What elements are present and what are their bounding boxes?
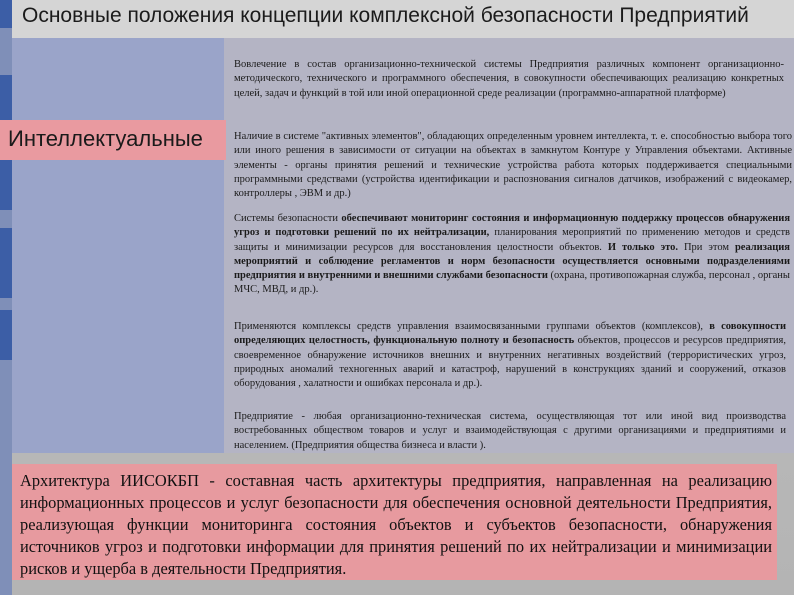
side-label: Интеллектуальные: [8, 126, 203, 151]
paragraph-active-elements: Наличие в системе "активных элементов", обладающих определенным уровнем интеллекта, т. е. способностью выбора того или иного решения в зависимости от ситуации на объектах в замкнутом Контуре у Управления объектами. Активные элементы - органы принятия решений и технические устройства работа которых поддерживается специальными программными средствами (устройства идентификации и распознования сигналов датчиков, изображений с видеокамер, контроллеры , ЭВМ и др.): [234, 131, 792, 200]
left-decorative-strip: [0, 0, 12, 595]
slide-title: Основные положения концепции комплексной безопасности Предприятий: [22, 4, 749, 27]
paragraph-control-complexes: Применяются комплексы средств управления взаимосвязанными группами объектов (комплексов), в совокупности определяющих целостность, функциональную полноту и безопасность объектов, процессов и ресурсов предприятия, своевременное обнаружение источников внешних и внутренних негативных воздействий (террористических угроз, природных аномалий техногенных аварий и катастроф, нарушений в конструкциях зданий и сооружений, отказов оборудования , халатности и ошибках персонала и др.).: [234, 321, 787, 390]
paragraph-security-systems: Системы безопасности обеспечивают мониторинг состояния и информационную поддержку процессов обнаружения угроз и подготовки решений по их нейтрализации, планирования мероприятий по применению методов и средств защиты и минимизации ресурсов для восстановления целостности объектов. И только это. При этом реализация мероприятий и соблюдение регламентов и норм безопасности осуществляется основными подразделениями предприятия и внутренними и внешними службами безопасности (охрана, противопожарная служба, персонал , органы МЧС, МВД, и др.).: [234, 213, 791, 296]
paragraph-enterprise-definition: Предприятие - любая организационно-техническая система, осуществляющая тот или иной вид производства востребованных обществом товаров и услуг и взаимодействующая с другими организациями и предприятиями и населением. (Предприятия общества бизнеса и власти ).: [234, 411, 786, 451]
side-label-box: [0, 120, 226, 160]
architecture-text: Архитектура ИИСОКБП - составная часть архитектуры предприятия, направленная на реализацию информационных процессов и услуг безопасности для обеспечения основной деятельности Предприятия, реализующая функции мониторинга состояния объектов и субъектов безопасности, обнаружения источников угроз и подготовки информации для принятия решений по их нейтрализации и минимизации рисков и ущерба в деятельности Предприятия.: [20, 471, 772, 578]
paragraph-components: Вовлечение в состав организационно-технической системы Предприятия различных компонент организационно-методического, технического и программного обеспечения, в совокупности обеспечивающих реализацию конкретных целей, задач и функций в той или иной операционной среде реализации (программно-аппаратной платформе): [234, 59, 784, 99]
